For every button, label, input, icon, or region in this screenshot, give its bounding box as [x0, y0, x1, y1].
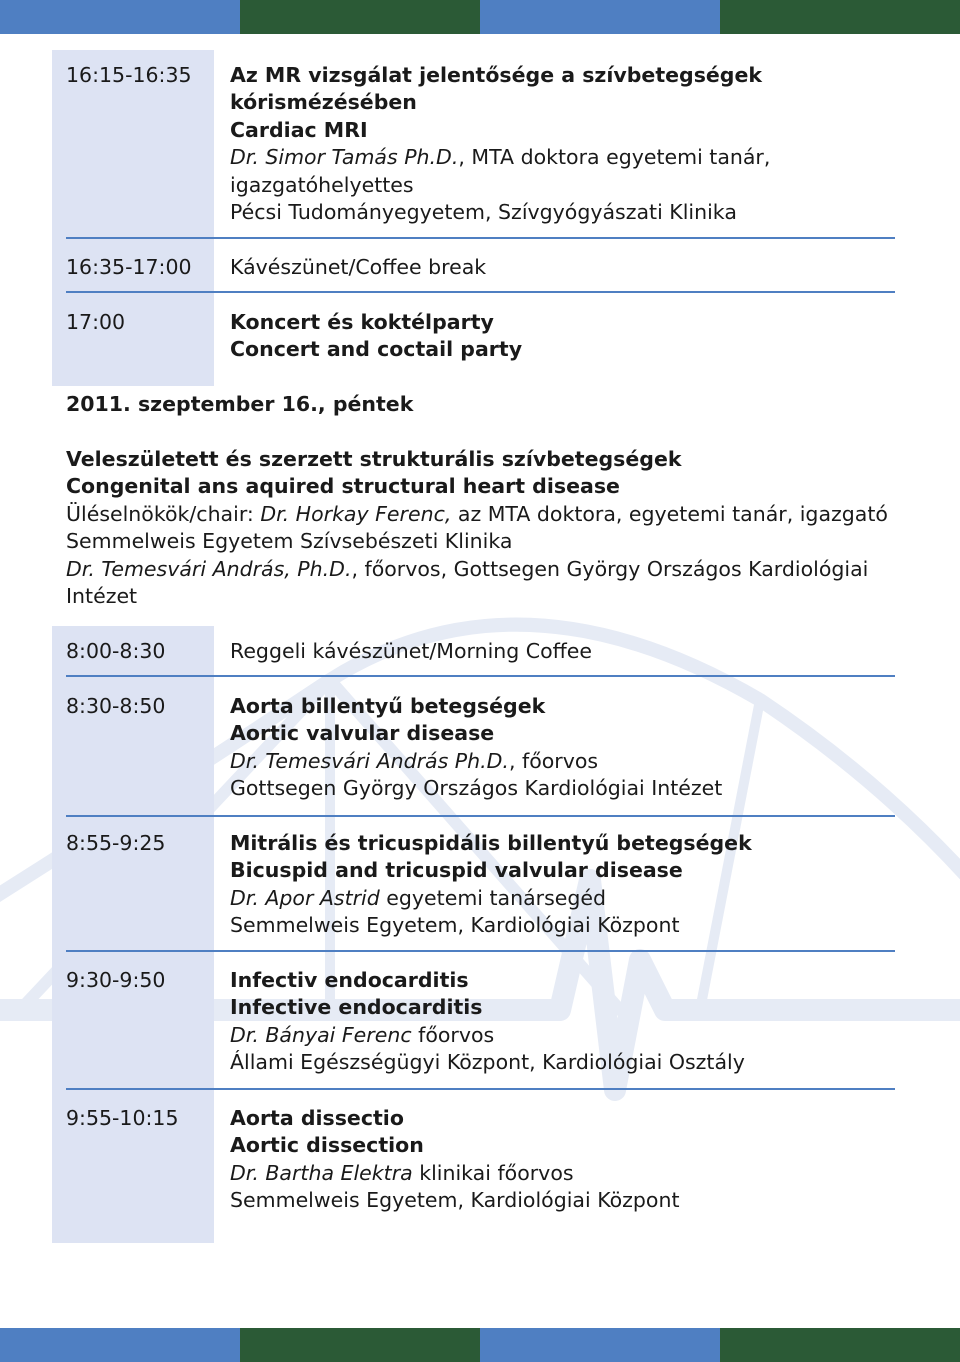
- speaker-institution: Pécsi Tudományegyetem, Szívgyógyászati Klinika: [230, 200, 737, 225]
- session-details: [230, 62, 920, 226]
- speaker-name: Dr. Bartha Elektra: [230, 1160, 413, 1185]
- session-details: [230, 309, 920, 364]
- coffee-break-label: Kávészünet/Coffee break: [230, 255, 487, 279]
- speaker-line: [230, 1022, 920, 1049]
- bottom-bar-green-segment: [240, 1328, 480, 1362]
- bottom-bar-green-segment: [720, 1328, 960, 1362]
- speaker-name: Dr. Temesvári András Ph.D.: [230, 748, 509, 773]
- top-bar-green-segment: [720, 0, 960, 34]
- bottom-bar-blue-segment: [480, 1328, 720, 1362]
- speaker-name: Dr. Simor Tamás Ph.D.: [230, 145, 459, 170]
- speaker-institution: Gottsegen György Országos Kardiológiai Intézet: [230, 776, 723, 801]
- session-divider: [66, 815, 895, 817]
- speaker-role: , főorvos: [508, 748, 599, 773]
- session-title-en: Cardiac MRI: [230, 117, 368, 142]
- speaker-name: Dr. Bányai Ferenc: [230, 1022, 412, 1047]
- session-time: 16:35-17:00: [66, 255, 192, 279]
- session-title-en: Concert and coctail party: [230, 337, 523, 362]
- section-title-hu: Veleszületett és szerzett strukturális szívbetegségek: [66, 447, 682, 471]
- section-header: [66, 446, 926, 610]
- session-details: [230, 693, 920, 803]
- chair-name: Dr. Horkay Ferenc,: [260, 501, 452, 526]
- speaker-role: főorvos: [411, 1022, 495, 1047]
- session-title-hu: Az MR vizsgálat jelentősége a szívbetegségek: [230, 63, 763, 87]
- chair-line: [66, 501, 926, 528]
- speaker-role: igazgatóhelyettes: [230, 172, 414, 197]
- session-details: [230, 830, 920, 940]
- section-title-en: Congenital ans aquired structural heart disease: [66, 474, 620, 499]
- session-details: [230, 967, 920, 1077]
- session-details: [230, 638, 920, 665]
- session-divider: [66, 950, 895, 952]
- chair-line: [66, 556, 926, 583]
- top-color-bar: [0, 0, 960, 34]
- speaker-institution: Semmelweis Egyetem, Kardiológiai Központ: [230, 1188, 680, 1213]
- speaker-role: , MTA doktora egyetemi tanár,: [458, 145, 771, 170]
- speaker-line: [230, 748, 920, 775]
- bottom-bar-blue-segment: [0, 1328, 240, 1362]
- session-time: 8:00-8:30: [66, 639, 166, 663]
- session-time: 9:30-9:50: [66, 968, 166, 992]
- session-divider: [66, 675, 895, 677]
- chair-institution: Intézet: [66, 584, 138, 609]
- day-heading: [66, 391, 926, 418]
- chair-label: Üléselnökök/chair:: [66, 501, 261, 526]
- speaker-institution: Állami Egészségügyi Központ, Kardiológiai Osztály: [230, 1050, 745, 1075]
- speaker-line: [230, 1160, 920, 1187]
- day-date: 2011. szeptember 16.: [66, 392, 318, 416]
- chair-institution: Semmelweis Egyetem Szívsebészeti Klinika: [66, 529, 513, 554]
- session-divider: [66, 1088, 895, 1090]
- session-title-en: Aortic valvular disease: [230, 721, 495, 746]
- session-title-en: Aortic dissection: [230, 1133, 424, 1158]
- coffee-break-label: Reggeli kávészünet/Morning Coffee: [230, 639, 592, 663]
- session-divider: [66, 237, 895, 239]
- top-bar-blue-segment: [480, 0, 720, 34]
- bottom-color-bar: [0, 1328, 960, 1362]
- speaker-role: klinikai főorvos: [412, 1160, 574, 1185]
- chair-role: , főorvos, Gottsegen György Országos Kardiológiai: [351, 556, 869, 581]
- chair-name: Dr. Temesvári András, Ph.D.: [66, 556, 352, 581]
- session-title-hu: kórismézésében: [230, 90, 417, 115]
- chair-role: az MTA doktora, egyetemi tanár, igazgató: [451, 501, 888, 526]
- session-title-hu: Aorta dissectio: [230, 1106, 404, 1130]
- session-divider: [66, 291, 895, 293]
- top-bar-blue-segment: [0, 0, 240, 34]
- speaker-line: [230, 885, 920, 912]
- session-time: 8:30-8:50: [66, 694, 166, 718]
- session-title-hu: Aorta billentyű betegségek: [230, 694, 546, 718]
- session-title-hu: Koncert és koktélparty: [230, 310, 494, 334]
- session-time: 9:55-10:15: [66, 1106, 179, 1130]
- session-time: 8:55-9:25: [66, 831, 166, 855]
- session-title-hu: Infectiv endocarditis: [230, 968, 469, 992]
- speaker-role: egyetemi tanársegéd: [379, 885, 607, 910]
- speaker-institution: Semmelweis Egyetem, Kardiológiai Központ: [230, 913, 680, 938]
- top-bar-green-segment: [240, 0, 480, 34]
- session-time: 17:00: [66, 310, 126, 334]
- speaker-name: Dr. Apor Astrid: [230, 885, 380, 910]
- session-details: [230, 254, 920, 281]
- speaker-line: [230, 144, 920, 171]
- session-details: [230, 1105, 920, 1215]
- session-title-en: Bicuspid and tricuspid valvular disease: [230, 858, 683, 883]
- session-time: 16:15-16:35: [66, 63, 192, 87]
- day-weekday: , péntek: [317, 392, 414, 416]
- session-title-en: Infective endocarditis: [230, 995, 483, 1020]
- session-title-hu: Mitrális és tricuspidális billentyű betegségek: [230, 831, 752, 855]
